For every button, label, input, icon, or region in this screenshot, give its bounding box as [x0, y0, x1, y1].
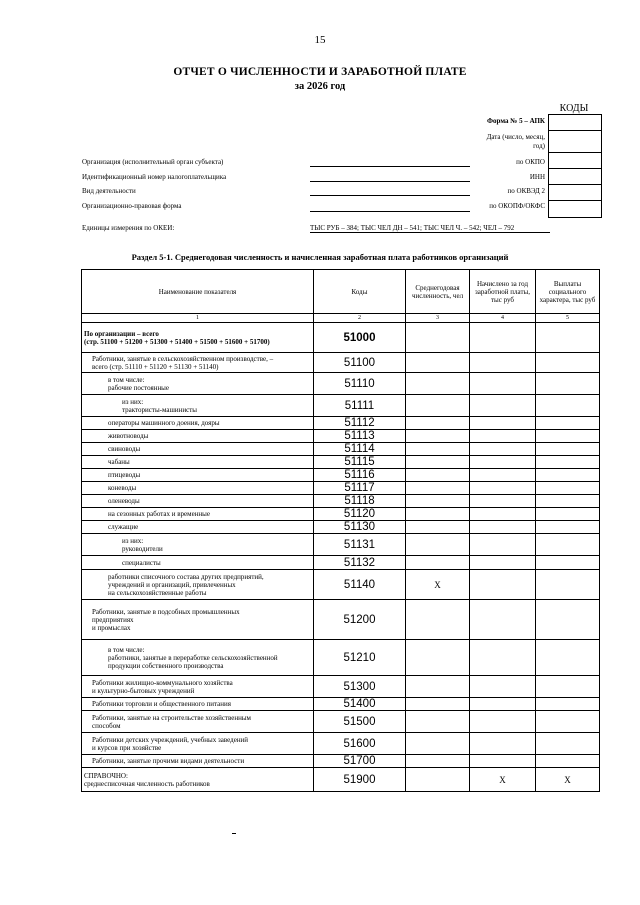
value-cell[interactable]: [470, 600, 536, 640]
org-label: Организация (исполнительный орган субъекта): [82, 158, 224, 166]
row-label-line: всего (стр. 51110 + 51120 + 51130 + 51140): [92, 362, 219, 371]
table-row: [82, 430, 600, 443]
value-cell[interactable]: [406, 768, 470, 792]
table-row: [82, 698, 600, 711]
row-label-line: в том числе:: [108, 375, 145, 384]
row-code: 51700: [314, 755, 406, 768]
value-cell[interactable]: [470, 373, 536, 395]
row-label-line: на сельскохозяйственные работы: [108, 588, 207, 597]
table-row: [82, 456, 600, 469]
row-label-line: животноводы: [108, 432, 149, 440]
row-label: [82, 640, 314, 676]
row-label: [82, 508, 314, 521]
inn-label-left: Идентификационный номер налогоплательщика: [82, 173, 227, 181]
row-label: [82, 711, 314, 733]
row-label-line: служащие: [108, 523, 139, 531]
date-label-1: Дата (число, месяц,: [486, 133, 545, 141]
value-cell[interactable]: [536, 430, 600, 443]
activity-label: Вид деятельности: [82, 187, 136, 195]
value-cell[interactable]: [536, 443, 600, 456]
row-label-line: оленеводы: [108, 497, 140, 505]
value-cell[interactable]: [470, 456, 536, 469]
row-code: 51130: [314, 521, 406, 534]
value-cell[interactable]: [406, 469, 470, 482]
row-code: 51300: [314, 676, 406, 698]
row-label-line: Работники жилищно-коммунального хозяйства: [92, 678, 233, 687]
row-label: [82, 521, 314, 534]
value-cell[interactable]: [470, 640, 536, 676]
value-cell[interactable]: [406, 534, 470, 556]
value-cell[interactable]: [470, 495, 536, 508]
inn-input-line[interactable]: [310, 181, 470, 182]
row-code: 51118: [314, 495, 406, 508]
value-cell[interactable]: [536, 733, 600, 755]
col-number: 3: [406, 314, 470, 323]
value-cell[interactable]: [406, 521, 470, 534]
table-row: [82, 768, 600, 792]
row-code: 51115: [314, 456, 406, 469]
value-cell[interactable]: [536, 698, 600, 711]
codes-header: КОДЫ: [559, 103, 589, 114]
row-code: 51200: [314, 600, 406, 640]
section-title: Раздел 5-1. Среднегодовая численность и начисленная заработная плата работников организаций: [131, 252, 509, 262]
cross-mark: X: [406, 570, 470, 600]
row-label: [82, 768, 314, 792]
row-label: [82, 534, 314, 556]
row-label-line: в том числе:: [108, 645, 145, 654]
row-code: 51500: [314, 711, 406, 733]
row-label: [82, 469, 314, 482]
row-code: 51000: [314, 323, 406, 353]
row-label-line: Работники, занятые в сельскохозяйственном производстве, –: [92, 354, 274, 363]
table-row: [82, 495, 600, 508]
value-cell[interactable]: [470, 469, 536, 482]
header-wages: Начислено за год заработной платы, тыс руб: [470, 270, 536, 314]
row-code: 51114: [314, 443, 406, 456]
row-label: [82, 353, 314, 373]
okpo-label: по ОКПО: [516, 158, 545, 166]
row-label: [82, 430, 314, 443]
value-cell[interactable]: [536, 353, 600, 373]
value-cell[interactable]: [406, 482, 470, 495]
value-cell[interactable]: [470, 482, 536, 495]
row-label-line: способом: [92, 721, 121, 730]
table-row: [82, 373, 600, 395]
table-row: [82, 640, 600, 676]
row-code: 51110: [314, 373, 406, 395]
table-row: [82, 570, 600, 600]
row-label-line: чабаны: [108, 458, 130, 466]
value-cell[interactable]: [536, 521, 600, 534]
value-cell[interactable]: [470, 534, 536, 556]
okved-label: по ОКВЭД 2: [507, 187, 545, 195]
row-label-line: и курсов при хозяйстве: [92, 743, 162, 752]
row-code: 51120: [314, 508, 406, 521]
header-avg-headcount: Среднегодовая численность, чел: [406, 270, 470, 314]
row-label-line: Работники, занятые в подсобных промышленных: [92, 607, 240, 616]
value-cell[interactable]: [470, 353, 536, 373]
value-cell[interactable]: [406, 640, 470, 676]
row-label: [82, 395, 314, 417]
table-row: [82, 755, 600, 768]
row-label-line: Работники, занятые прочими видами деятельности: [92, 757, 245, 765]
table-row: [82, 443, 600, 456]
value-cell[interactable]: [406, 456, 470, 469]
row-label: [82, 600, 314, 640]
value-cell[interactable]: [470, 755, 536, 768]
row-code: 51111: [314, 395, 406, 417]
table-row: [82, 733, 600, 755]
table-row: [82, 353, 600, 373]
row-label: [82, 482, 314, 495]
activity-input-line[interactable]: [310, 195, 470, 196]
value-cell[interactable]: [536, 373, 600, 395]
col-number: 2: [314, 314, 406, 323]
value-cell[interactable]: [406, 495, 470, 508]
value-cell[interactable]: [406, 395, 470, 417]
col-number: 4: [470, 314, 536, 323]
row-label-line: учреждений и организаций, привлеченных: [108, 580, 236, 589]
row-code: 51132: [314, 556, 406, 570]
row-label-line: операторы машинного доения, дояры: [108, 419, 220, 427]
row-label-line: и промыслах: [92, 623, 131, 632]
value-cell[interactable]: [536, 711, 600, 733]
row-label: [82, 456, 314, 469]
value-cell[interactable]: [470, 395, 536, 417]
value-cell[interactable]: [536, 495, 600, 508]
value-cell[interactable]: [536, 395, 600, 417]
row-label-line: из них:: [122, 536, 144, 545]
value-cell[interactable]: [470, 570, 536, 600]
row-label: [82, 443, 314, 456]
units-label: Единицы измерения по ОКЕИ:: [82, 224, 175, 232]
value-cell[interactable]: [470, 556, 536, 570]
value-cell[interactable]: [536, 570, 600, 600]
value-cell[interactable]: [470, 430, 536, 443]
page-number: 15: [314, 34, 326, 46]
table-row: [82, 482, 600, 495]
row-label: [82, 323, 314, 353]
date-label-2: год): [533, 142, 545, 150]
row-label-line: Работники, занятые на строительстве хозяйственным: [92, 713, 251, 722]
value-cell[interactable]: [406, 430, 470, 443]
okopf-label: по ОКОПФ/ОКФС: [489, 202, 545, 210]
value-cell[interactable]: [536, 556, 600, 570]
value-cell[interactable]: [536, 534, 600, 556]
row-label-line: работники списочного состава других предприятий,: [108, 572, 264, 581]
header-social-payments: Выплаты социального характера, тыс руб: [536, 270, 600, 314]
row-label-line: на сезонных работах и временные: [108, 510, 210, 518]
value-cell[interactable]: [406, 676, 470, 698]
row-label: [82, 570, 314, 600]
row-label-line: коневоды: [108, 484, 137, 492]
table-row: [82, 469, 600, 482]
value-cell[interactable]: [406, 698, 470, 711]
value-cell[interactable]: [470, 508, 536, 521]
table-row: [82, 534, 600, 556]
footer-mark: [232, 833, 236, 834]
row-code: 51131: [314, 534, 406, 556]
row-label-line: По организации – всего: [84, 329, 159, 338]
row-label-line: свиноводы: [108, 445, 141, 453]
table-row: [82, 521, 600, 534]
value-cell[interactable]: [406, 353, 470, 373]
legal-form-label: Организационно-правовая форма: [82, 202, 182, 210]
cross-mark: X: [470, 768, 536, 792]
report-title: ОТЧЕТ О ЧИСЛЕННОСТИ И ЗАРАБОТНОЙ ПЛАТЕ: [173, 66, 467, 78]
row-label-line: СПРАВОЧНО:: [84, 771, 128, 780]
value-cell[interactable]: [406, 733, 470, 755]
value-cell[interactable]: [406, 443, 470, 456]
row-label: [82, 733, 314, 755]
value-cell[interactable]: [406, 508, 470, 521]
row-code: 51400: [314, 698, 406, 711]
row-label-line: специалисты: [122, 558, 161, 567]
cross-mark: X: [536, 768, 600, 792]
row-label-line: руководители: [122, 544, 163, 553]
value-cell[interactable]: [406, 323, 470, 353]
value-cell[interactable]: [470, 443, 536, 456]
value-cell[interactable]: [470, 698, 536, 711]
table-row: [82, 323, 600, 353]
row-label-line: продукции собственного производства: [108, 661, 224, 670]
row-label: [82, 417, 314, 430]
value-cell[interactable]: [406, 373, 470, 395]
header-codes: Коды: [314, 270, 406, 314]
row-code: 51113: [314, 430, 406, 443]
report-table: [81, 269, 600, 792]
value-cell[interactable]: [470, 676, 536, 698]
row-label-line: из них:: [122, 397, 144, 406]
table-row: [82, 600, 600, 640]
legal-form-input-line[interactable]: [310, 211, 470, 212]
value-cell[interactable]: [536, 469, 600, 482]
value-cell[interactable]: [536, 417, 600, 430]
row-code: 51900: [314, 768, 406, 792]
table-row: [82, 417, 600, 430]
report-subtitle: за 2026 год: [294, 81, 346, 92]
row-label-line: Работники детских учреждений, учебных заведений: [92, 735, 249, 744]
date-code-box[interactable]: [548, 130, 602, 154]
row-label-line: (стр. 51100 + 51200 + 51300 + 51400 + 51500 + 51600 + 51700): [84, 337, 270, 346]
row-label-line: среднесписочная численность работников: [84, 779, 210, 788]
header-indicator: Наименование показателя: [82, 270, 314, 314]
value-cell[interactable]: [406, 600, 470, 640]
inn-label: ИНН: [529, 173, 545, 181]
org-input-line[interactable]: [310, 166, 470, 167]
row-label: [82, 698, 314, 711]
units-value: ТЫС РУБ – 384; ТЫС ЧЕЛ ДН – 541; ТЫС ЧЕЛ Ч. – 542; ЧЕЛ – 792: [310, 224, 550, 233]
row-label-line: птицеводы: [108, 471, 141, 479]
row-label-line: рабочие постоянные: [108, 383, 169, 392]
value-cell[interactable]: [536, 508, 600, 521]
value-cell[interactable]: [406, 556, 470, 570]
row-label: [82, 495, 314, 508]
row-code: 51117: [314, 482, 406, 495]
table-row: [82, 676, 600, 698]
row-label-line: предприятиях: [92, 615, 134, 624]
table-row: [82, 508, 600, 521]
value-cell[interactable]: [536, 676, 600, 698]
row-label-line: трактористы-машинисты: [122, 405, 197, 414]
value-cell[interactable]: [536, 640, 600, 676]
row-code: 51600: [314, 733, 406, 755]
form-name: Форма № 5 – АПК: [487, 117, 545, 125]
value-cell[interactable]: [536, 755, 600, 768]
row-label: [82, 373, 314, 395]
okopf-code-box[interactable]: [548, 200, 602, 218]
row-label-line: работники, занятые в переработке сельскохозяйственной: [108, 653, 278, 662]
value-cell[interactable]: [470, 323, 536, 353]
row-label-line: Работники торговли и общественного питания: [92, 700, 231, 708]
value-cell[interactable]: [536, 482, 600, 495]
value-cell[interactable]: [406, 711, 470, 733]
table-row: [82, 711, 600, 733]
row-code: 51112: [314, 417, 406, 430]
row-label: [82, 676, 314, 698]
value-cell[interactable]: [470, 521, 536, 534]
row-label: [82, 556, 314, 570]
value-cell[interactable]: [470, 733, 536, 755]
table-row: [82, 556, 600, 570]
value-cell[interactable]: [406, 755, 470, 768]
value-cell[interactable]: [536, 323, 600, 353]
value-cell[interactable]: [536, 456, 600, 469]
col-number: 5: [536, 314, 600, 323]
table-row: [82, 395, 600, 417]
row-code: 51116: [314, 469, 406, 482]
value-cell[interactable]: [536, 600, 600, 640]
value-cell[interactable]: [470, 711, 536, 733]
col-number: 1: [82, 314, 314, 323]
value-cell[interactable]: [406, 417, 470, 430]
row-code: 51140: [314, 570, 406, 600]
row-code: 51100: [314, 353, 406, 373]
row-code: 51210: [314, 640, 406, 676]
value-cell[interactable]: [470, 417, 536, 430]
row-label: [82, 755, 314, 768]
row-label-line: и культурно-бытовых учреждений: [92, 686, 195, 695]
